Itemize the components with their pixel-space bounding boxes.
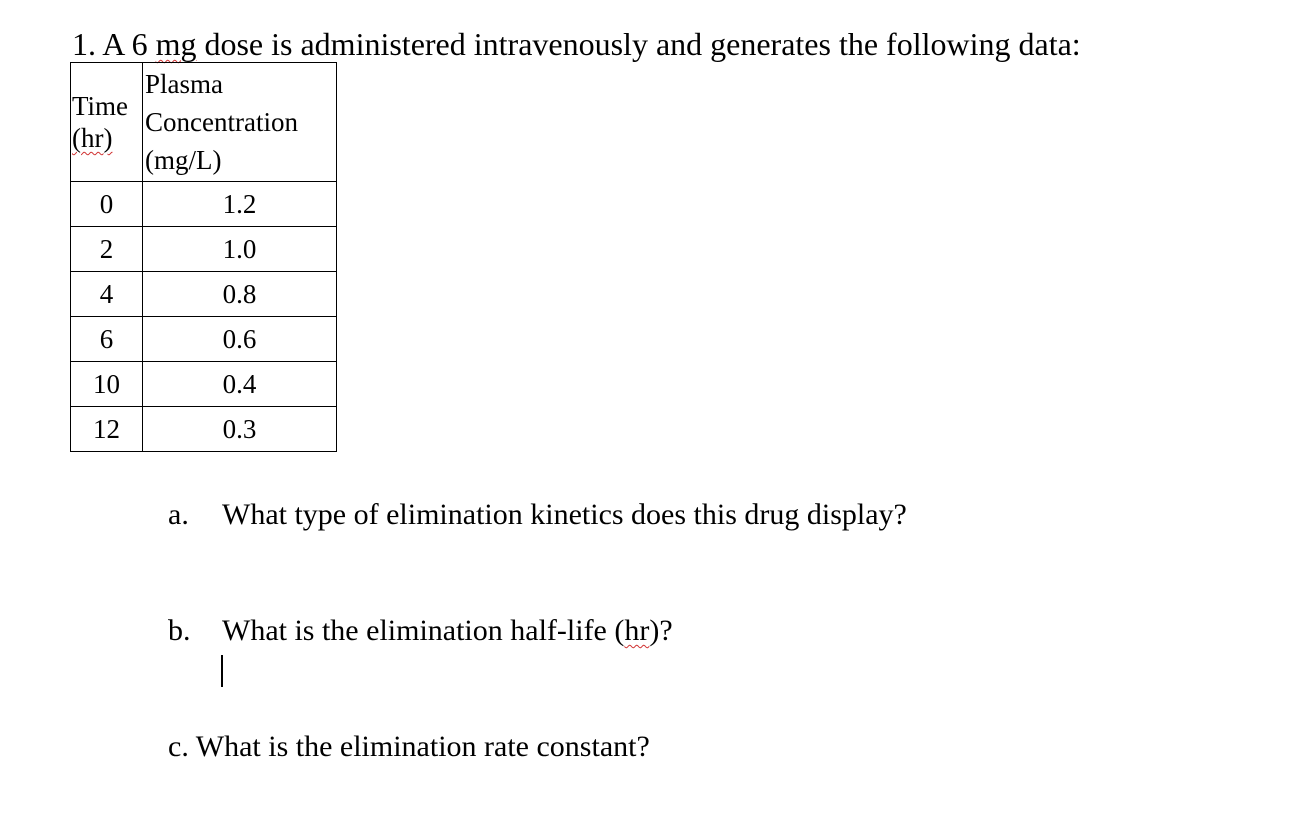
question-1-title <box>72 24 1081 64</box>
question-a-text: What type of elimination kinetics does this drug display? <box>222 498 907 531</box>
question-b-text-suffix: )? <box>649 614 673 647</box>
question-a-label: a. <box>168 498 189 531</box>
table-row <box>71 182 337 227</box>
time-cell: 6 <box>71 317 143 362</box>
concentration-cell: 1.0 <box>143 227 337 272</box>
question-b-text-prefix: What is the elimination half-life ( <box>222 614 625 647</box>
concentration-cell: 0.4 <box>143 362 337 407</box>
header-conc-line3: (mg/L) <box>145 145 222 175</box>
question-b-unit: hr <box>624 614 650 647</box>
header-concentration <box>143 63 337 182</box>
table-header-row <box>71 63 337 182</box>
cut-off-next-line <box>72 800 1292 830</box>
header-time-line1: Time <box>72 91 129 121</box>
time-cell: 0 <box>71 182 143 227</box>
question-a <box>168 498 907 532</box>
concentration-cell: 0.8 <box>143 272 337 317</box>
table-row <box>71 272 337 317</box>
concentration-cell: 0.6 <box>143 317 337 362</box>
title-suffix: dose is administered intravenously and generates the following data: <box>196 26 1081 62</box>
title-unit: mg <box>155 26 197 62</box>
concentration-cell: 0.3 <box>143 407 337 452</box>
question-c <box>168 730 650 764</box>
table-row <box>71 317 337 362</box>
time-cell: 12 <box>71 407 143 452</box>
question-b-label: b. <box>168 614 191 647</box>
text-cursor[interactable] <box>221 655 223 687</box>
header-time <box>71 63 143 182</box>
table-row <box>71 362 337 407</box>
time-cell: 2 <box>71 227 143 272</box>
data-table <box>70 62 337 452</box>
time-cell: 10 <box>71 362 143 407</box>
table-row <box>71 407 337 452</box>
question-c-text: c. What is the elimination rate constant? <box>168 730 650 763</box>
title-prefix: 1. A 6 <box>72 26 156 62</box>
header-time-line2: (hr) <box>72 123 113 153</box>
table-row <box>71 227 337 272</box>
header-conc-line2: Concentration <box>145 107 298 137</box>
time-cell: 4 <box>71 272 143 317</box>
question-b <box>168 614 673 648</box>
concentration-cell: 1.2 <box>143 182 337 227</box>
header-conc-line1: Plasma <box>145 69 223 99</box>
